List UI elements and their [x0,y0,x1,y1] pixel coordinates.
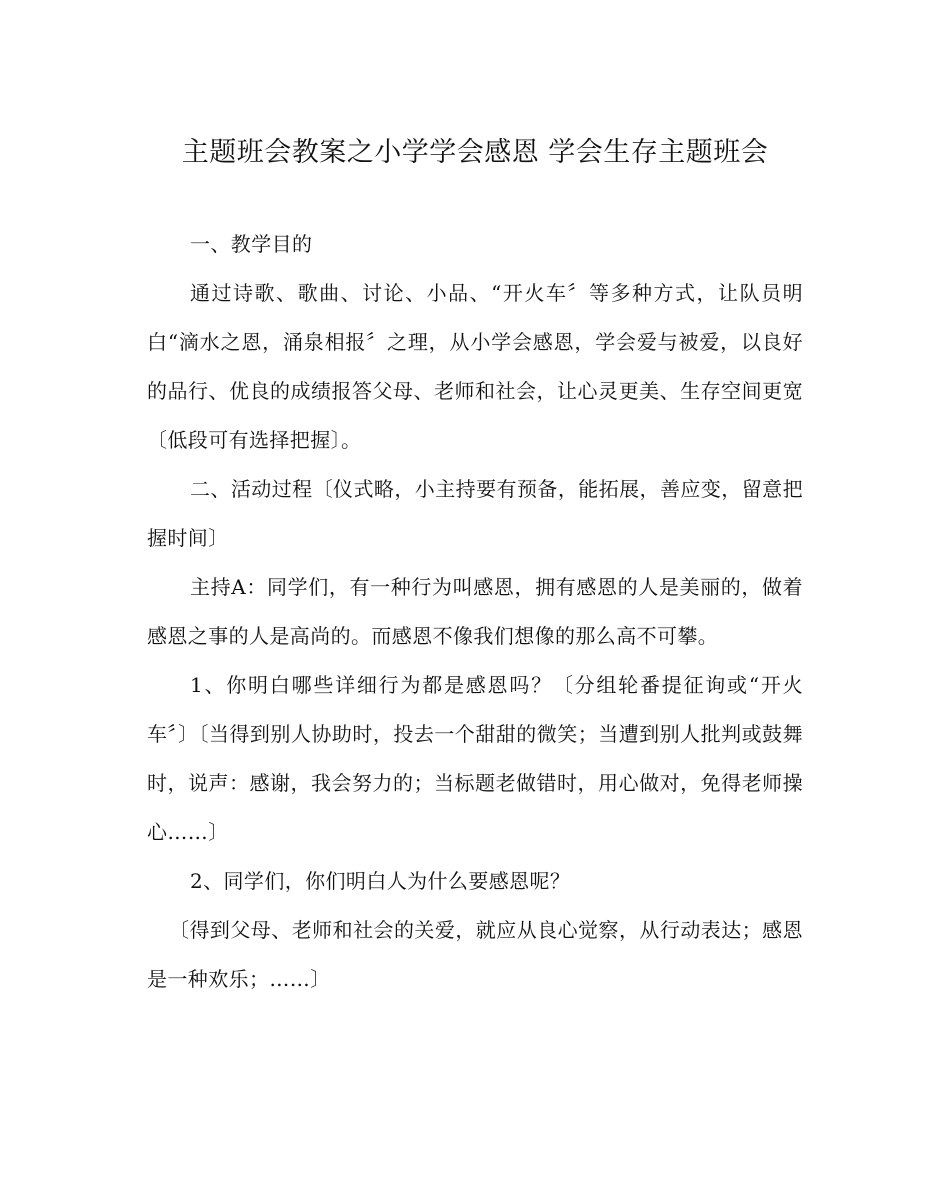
paragraph-answer-2: 〔得到父母、老师和社会的关爱，就应从良心觉察，从行动表达；感恩是一种欢乐；……〕 [147,918,803,991]
paragraph-teaching-goal-text: 通过诗歌、歌曲、讨论、小品、“开火车〞等多种方式，让队员明白“滴水之恩，涌泉相报〞之理，从小学会感恩，学会爱与被爱，以良好的品行、优良的成绩报答父母、老师和社会，让心灵更美、生存空间更宽〔低段可有选择把握〕。 [147,281,803,452]
paragraph-question-1: 1、你明白哪些详细行为都是感恩吗？〔分组轮番提征询或“开火车〞〕〔当得到别人协助时，投去一个甜甜的微笑；当遭到别人批判或鼓舞时，说声：感谢，我会努力的；当标题老做错时，用心做对，免得老师操心……〕 [147,673,803,844]
paragraph-host-a-intro: 主持A：同学们，有一种行为叫感恩，拥有感恩的人是美丽的，做着感恩之事的人是高尚的。而感恩不像我们想像的那么高不可攀。 [147,575,803,648]
document-title: 主题班会教案之小学学会感恩 学会生存主题班会 [181,137,769,168]
paragraph-question-2: 2、同学们，你们明白人为什么要感恩呢？ [190,869,571,893]
document-body [147,220,803,1004]
section-heading-teaching-goal: 一、教学目的 [190,232,313,256]
section-heading-activity-process: 二、活动过程〔仪式略，小主持要有预备，能拓展，善应变，留意把握时间〕 [147,477,803,550]
